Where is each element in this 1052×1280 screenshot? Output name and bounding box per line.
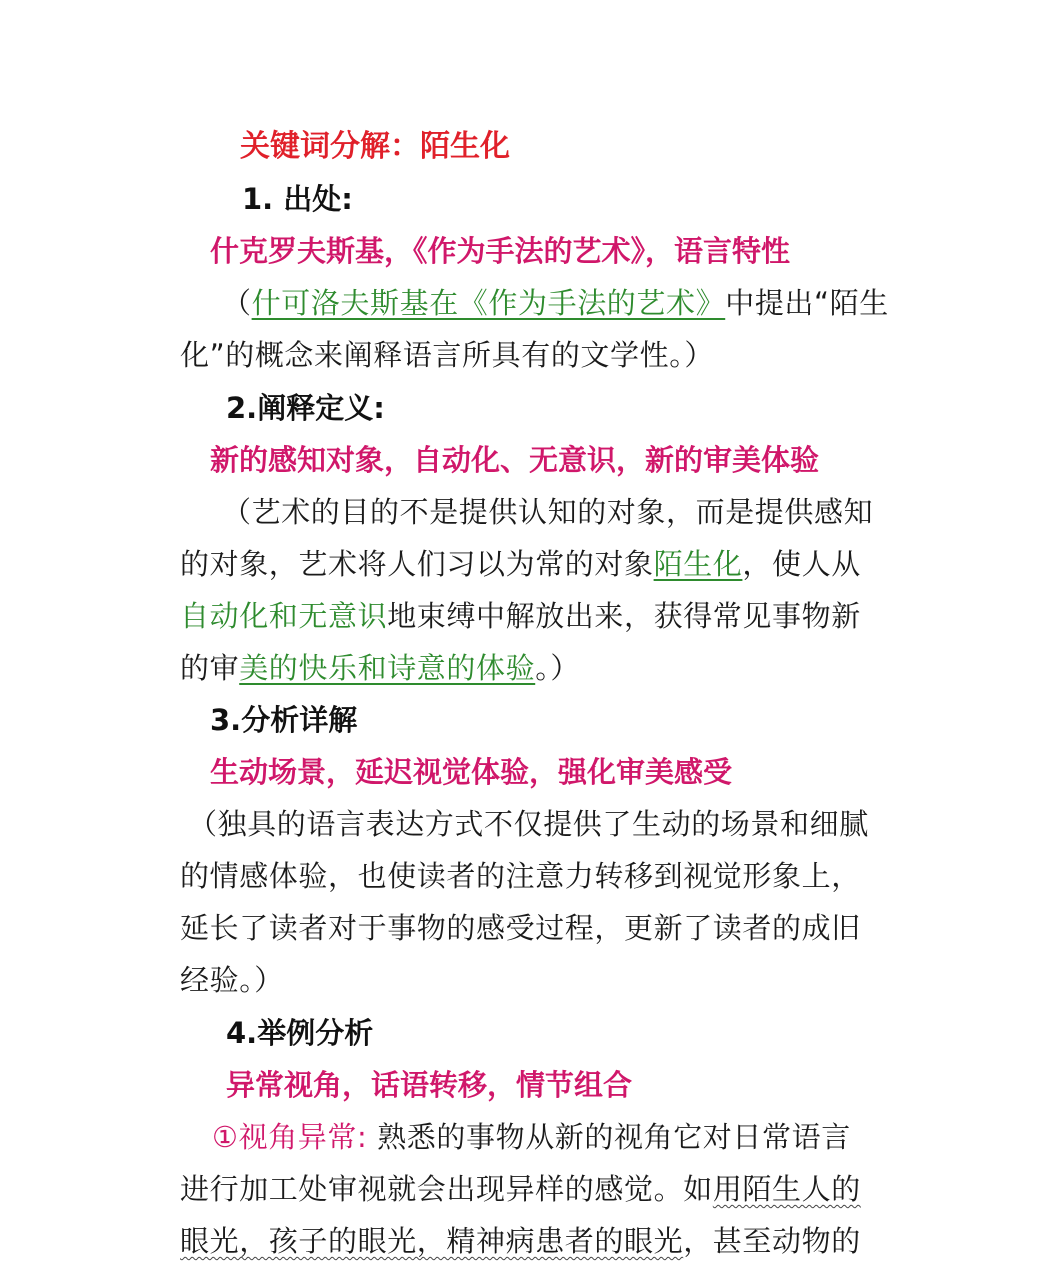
text-fragment: ，使人从 [742,547,861,581]
text-fragment: 。） [535,651,580,685]
highlight-aesthetic: 美的快乐和诗意的体验 [239,651,536,685]
section-2-text-line-4 [180,648,580,688]
section-4-text-line-3 [180,1221,861,1261]
text-fragment: 中提出“陌生 [725,286,889,320]
wavy-underline-text: 眼光，孩子的眼光，精神病患者的眼光 [180,1224,684,1258]
text-fragment: 的审 [180,651,240,685]
highlight-defamiliarize: 陌生化 [653,547,743,581]
section-1-text-line-1 [222,283,889,323]
section-4-text-line-1 [212,1117,851,1157]
section-2-heading: 2.阐释定义: [226,391,385,425]
section-4-text-line-2 [180,1169,861,1209]
wavy-underline-text: 用陌生人的 [712,1172,861,1206]
example-marker: ①视角异常: [212,1120,368,1154]
text-fragment: 熟悉的事物从新的视角它对日常语言 [377,1120,851,1154]
section-2-keywords: 新的感知对象，自动化、无意识，新的审美体验 [210,443,820,477]
section-3-keywords: 生动场景，延迟视觉体验，强化审美感受 [210,755,733,789]
section-4-keywords: 异常视角，话语转移，情节组合 [226,1068,633,1102]
text-fragment: ，甚至动物的 [683,1224,861,1258]
section-3-text-line-1: （独具的语言表达方式不仅提供了生动的场景和细腻 [188,807,869,841]
section-3-heading: 3.分析详解 [210,703,358,737]
section-2-text-line-2 [180,544,861,584]
section-1-heading: 1. 出处: [242,182,353,216]
section-3-text-line-3: 延长了读者对于事物的感受过程，更新了读者的成旧 [180,911,861,945]
section-1-text-line-2: 化”的概念来阐释语言所具有的文学性。） [180,338,714,372]
section-2-text-line-3 [180,596,861,636]
text-fragment: 的对象，艺术将人们习以为常的对象 [180,547,654,581]
open-paren: （ [222,286,252,320]
section-3-text-line-2: 的情感体验，也使读者的注意力转移到视觉形象上， [180,859,861,893]
text-fragment: 地束缚中解放出来，获得常见事物新 [387,599,861,633]
section-1-keywords: 什克罗夫斯基，《作为手法的艺术》，语言特性 [210,234,791,268]
highlight-source: 什可洛夫斯基在《作为手法的艺术》 [251,286,726,320]
section-3-text-line-4: 经验。） [180,963,284,997]
section-4-heading: 4.举例分析 [226,1016,374,1050]
section-2-text-line-1: （艺术的目的不是提供认知的对象，而是提供感知 [222,495,874,529]
highlight-automation: 自动化和无意识 [180,599,388,633]
page-title: 关键词分解：陌生化 [240,129,510,164]
text-fragment: 进行加工处审视就会出现异样的感觉。如 [180,1172,713,1206]
